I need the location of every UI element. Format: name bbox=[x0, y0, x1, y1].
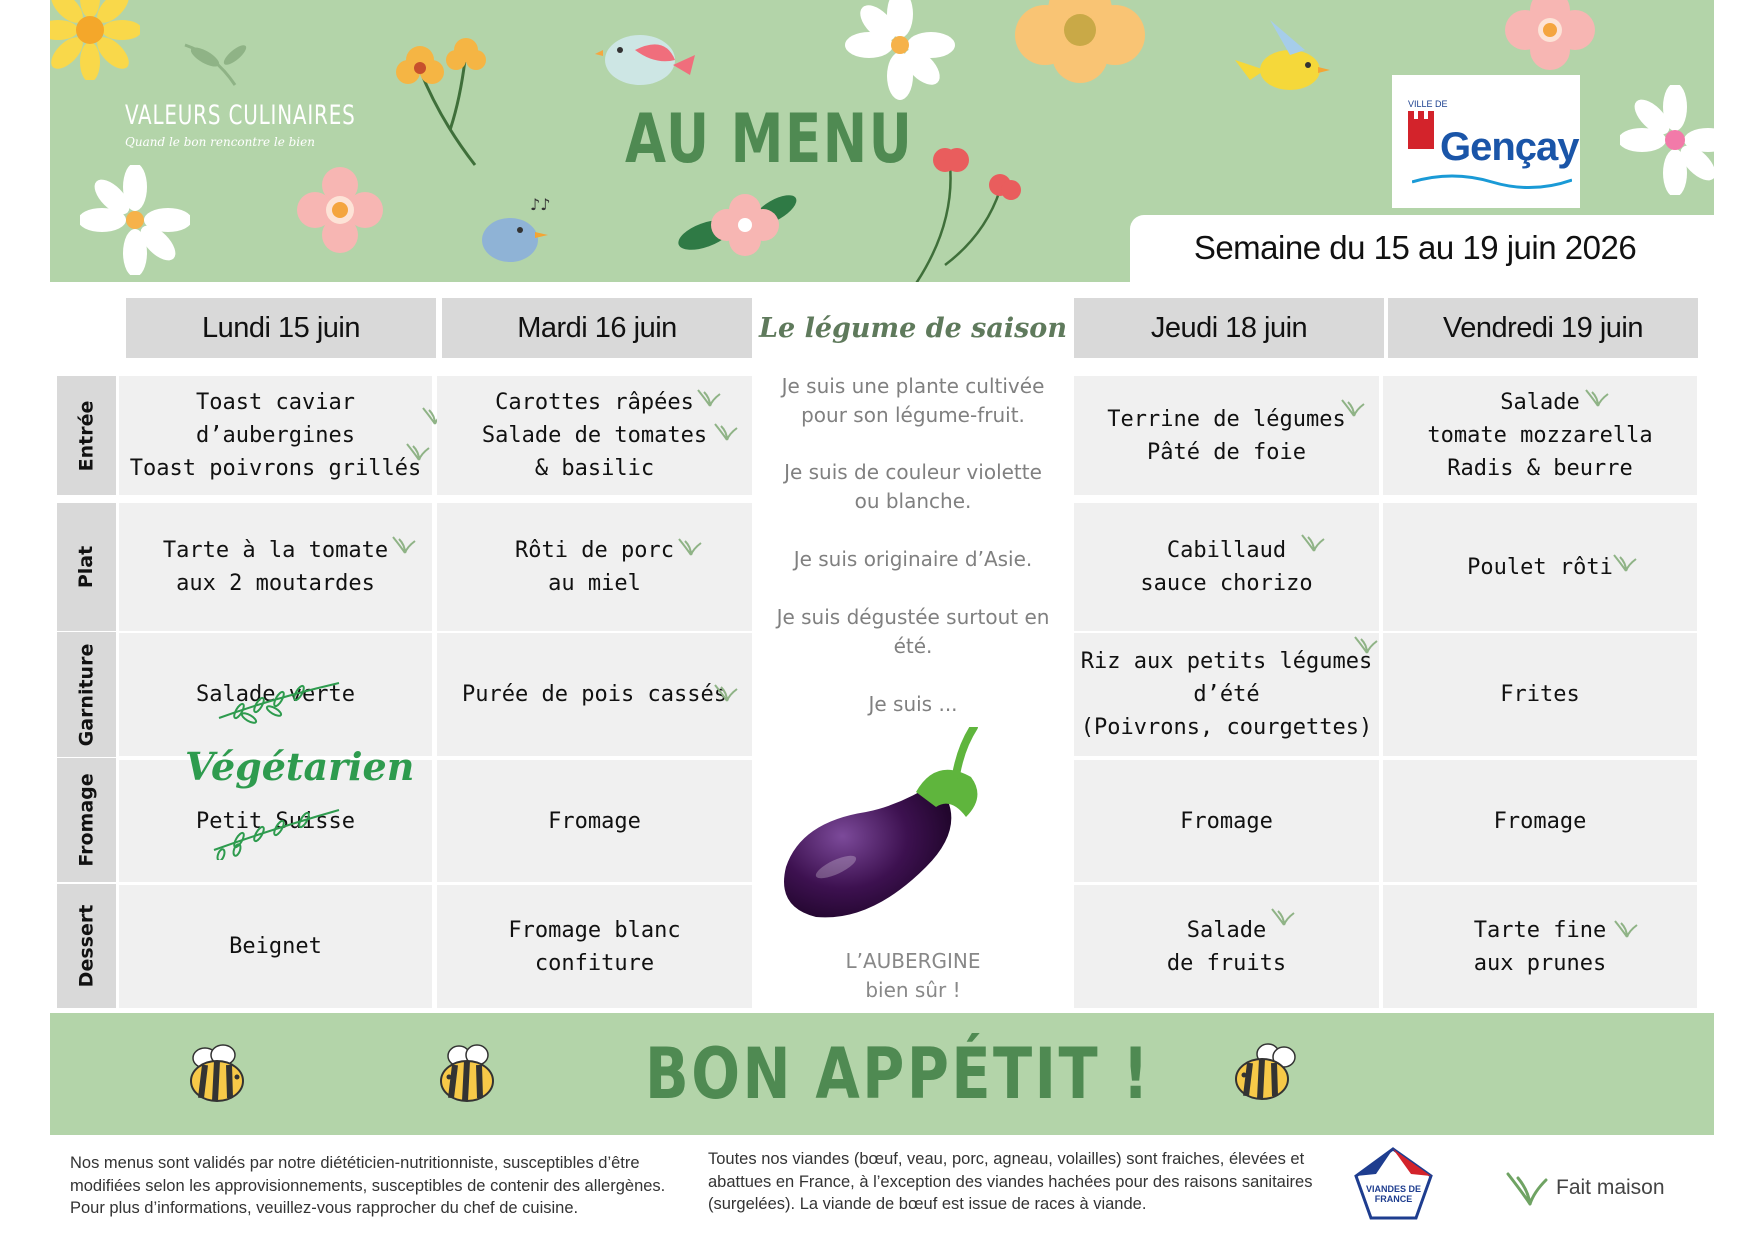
castle-icon bbox=[1406, 109, 1436, 159]
herb-sprig-icon bbox=[209, 800, 344, 860]
season-answer-note: bien sûr ! bbox=[865, 978, 961, 1002]
fait-maison-icon bbox=[1340, 398, 1366, 418]
menu-cell bbox=[1074, 885, 1379, 1008]
season-clue: Je suis une plante cultivée pour son légume-fruit. bbox=[781, 374, 1045, 427]
leaf-icon bbox=[1504, 1170, 1550, 1206]
bon-appetit-banner bbox=[50, 1013, 1714, 1135]
menu-cell bbox=[437, 503, 752, 631]
footer-meat-origin: Toutes nos viandes (bœuf, veau, porc, agneau, volailles) sont fraiches, élevées et abattues en France, à l’exception des viandes hachées pour des raisons sanitaires (surgelées). La viande de bœuf est issue de races à viande. bbox=[708, 1150, 1313, 1213]
pink-flower-icon bbox=[295, 165, 385, 255]
dish-text: Riz aux petits légumes d’été (Poivrons, courgettes) bbox=[1080, 649, 1373, 740]
menu-cell bbox=[1383, 760, 1697, 882]
row-label-entree: Entrée bbox=[57, 376, 116, 495]
menu-cell bbox=[1074, 376, 1379, 495]
dish-text: Petit Suisse bbox=[196, 808, 355, 834]
dish-text: Poulet rôti bbox=[1467, 554, 1613, 580]
bon-appetit-title: BON APPÉTIT ! bbox=[645, 1033, 1152, 1115]
fait-maison-icon bbox=[713, 683, 739, 703]
row-label-garniture: Garniture bbox=[57, 632, 116, 757]
dish-text: Salade verte bbox=[196, 682, 355, 707]
menu-cell bbox=[119, 633, 432, 756]
white-flower-icon bbox=[845, 0, 955, 100]
brand-tagline: Quand le bon rencontre le bien bbox=[125, 135, 315, 149]
viandes-de-france-label: VIANDES DE FRANCE bbox=[1365, 1184, 1421, 1204]
season-panel bbox=[756, 362, 1070, 1012]
fait-maison-icon bbox=[677, 537, 703, 557]
menu-cell bbox=[1074, 503, 1379, 631]
dish-text: Salade de fruits bbox=[1166, 917, 1287, 976]
dish-text: Carottes râpées Salade de tomates & basilic bbox=[481, 390, 708, 481]
dish-text: Fromage bbox=[1493, 808, 1587, 834]
menu-cell bbox=[1383, 376, 1697, 495]
season-clue: Je suis originaire d’Asie. bbox=[793, 547, 1033, 571]
menu-cell bbox=[437, 376, 752, 495]
viandes-de-france-logo bbox=[1351, 1146, 1436, 1225]
fait-maison-icon bbox=[1612, 553, 1638, 573]
fait-maison-icon bbox=[1270, 907, 1296, 927]
season-clue: Je suis dégustée surtout en été. bbox=[776, 605, 1050, 658]
dish-text: Purée de pois cassés bbox=[462, 682, 727, 707]
menu-cell bbox=[1383, 885, 1697, 1008]
fait-maison-label: Fait maison bbox=[1556, 1176, 1665, 1199]
peach-flower-icon bbox=[1015, 0, 1145, 85]
dish-text: Fromage blanc confiture bbox=[508, 917, 681, 976]
bee-icon bbox=[1230, 1041, 1300, 1103]
town-logo-name: Gençay bbox=[1440, 125, 1579, 169]
fait-maison-icon bbox=[1353, 635, 1379, 655]
daisy-icon bbox=[80, 165, 190, 275]
daisy-icon bbox=[1620, 85, 1714, 195]
day-header-jeudi: Jeudi 18 juin bbox=[1074, 298, 1384, 358]
leaves-icon bbox=[175, 35, 265, 95]
menu-cell bbox=[119, 503, 432, 631]
day-header-mardi: Mardi 16 juin bbox=[442, 298, 752, 358]
row-label-dessert: Dessert bbox=[57, 884, 116, 1008]
dish-text: Tarte à la tomate aux 2 moutardes bbox=[162, 538, 389, 596]
town-logo bbox=[1392, 75, 1580, 208]
footer-disclaimer: Nos menus sont validés par notre diététicien-nutritionniste, susceptibles d’être modifiées selon les approvisionnements, susceptibles de contenir des allergènes. Pour plus d’informations, veuillez-vous rapprocher du chef de cuisine. bbox=[70, 1154, 666, 1217]
menu-cell bbox=[1383, 633, 1697, 756]
fait-maison-icon bbox=[1584, 388, 1610, 408]
dish-text: Toast caviar d’aubergines Toast poivrons grillés bbox=[129, 390, 422, 481]
brand-title: VALEURS CULINAIRES bbox=[125, 100, 356, 131]
dish-text: Salade tomate mozzarella Radis & beurre bbox=[1427, 390, 1653, 481]
dish-text: Rôti de porc au miel bbox=[515, 538, 674, 596]
bird-icon bbox=[595, 20, 705, 90]
menu-cell bbox=[1383, 503, 1697, 631]
blue-bird-icon bbox=[470, 190, 560, 270]
menu-cell bbox=[1074, 760, 1379, 882]
season-clue: Je suis ... bbox=[868, 692, 958, 716]
menu-cell bbox=[437, 885, 752, 1008]
menu-cell bbox=[437, 633, 752, 756]
fait-maison-legend bbox=[1504, 1170, 1665, 1206]
dish-text: Cabillaud sauce chorizo bbox=[1140, 538, 1313, 596]
menu-cell bbox=[119, 376, 432, 495]
fait-maison-icon bbox=[713, 422, 739, 442]
row-label-fromage: Fromage bbox=[57, 758, 116, 882]
wave-icon bbox=[1412, 170, 1572, 195]
fait-maison-icon bbox=[1613, 919, 1639, 939]
fait-maison-icon bbox=[1300, 533, 1326, 553]
herb-sprig-icon bbox=[214, 673, 344, 728]
pink-flower-icon bbox=[675, 180, 805, 270]
dish-text: Beignet bbox=[229, 934, 322, 959]
week-range: Semaine du 15 au 19 juin 2026 bbox=[1193, 229, 1637, 266]
pink-flower-icon bbox=[1500, 0, 1600, 80]
dish-text: Terrine de légumes Pâté de foie bbox=[1107, 406, 1346, 465]
row-label-plat: Plat bbox=[57, 503, 116, 631]
header-banner bbox=[50, 0, 1714, 282]
dish-text: Tarte fine aux prunes bbox=[1473, 917, 1607, 976]
day-header-lundi: Lundi 15 juin bbox=[126, 298, 436, 358]
vegetarian-badge: Végétarien bbox=[185, 744, 415, 789]
season-answer: L’AUBERGINE bbox=[845, 949, 981, 973]
week-tab bbox=[1130, 215, 1714, 282]
yellow-bird-icon bbox=[1230, 15, 1340, 105]
day-header-vendredi: Vendredi 19 juin bbox=[1388, 298, 1698, 358]
dish-text: Frites bbox=[1500, 682, 1580, 707]
eggplant-icon bbox=[776, 727, 1006, 927]
sunflower-icon bbox=[50, 0, 140, 80]
bee-icon bbox=[435, 1043, 505, 1105]
fait-maison-icon bbox=[405, 442, 431, 462]
brand-logo bbox=[125, 100, 406, 149]
fait-maison-icon bbox=[696, 388, 722, 408]
menu-cell bbox=[437, 760, 752, 882]
dish-text: Fromage bbox=[548, 808, 641, 834]
menu-cell bbox=[1074, 633, 1379, 756]
town-logo-prefix: VILLE DE bbox=[1408, 99, 1448, 109]
svg-text:♪♪: ♪♪ bbox=[530, 195, 551, 214]
page-title: AU MENU bbox=[625, 100, 914, 179]
menu-cell bbox=[119, 885, 432, 1008]
dish-text: Fromage bbox=[1180, 808, 1273, 834]
fait-maison-icon bbox=[391, 535, 417, 555]
bee-icon bbox=[185, 1043, 255, 1105]
season-clue: Je suis de couleur violette ou blanche. bbox=[784, 460, 1042, 513]
red-flowers-icon bbox=[905, 145, 1035, 282]
season-header: Le légume de saison bbox=[759, 312, 1067, 344]
